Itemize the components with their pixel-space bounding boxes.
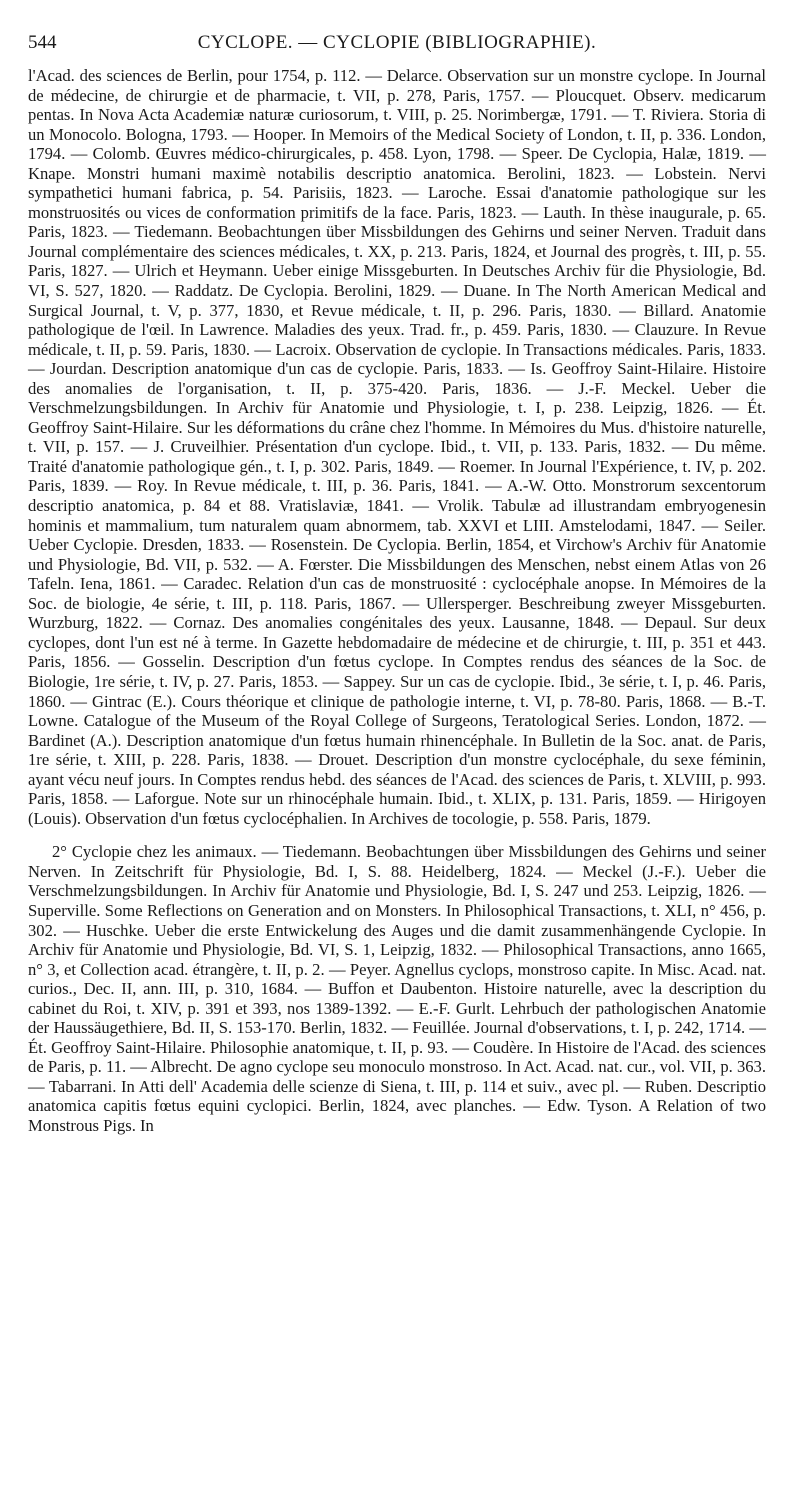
page-number: 544 (28, 32, 57, 53)
paragraph-gap (28, 828, 766, 842)
page-header (28, 30, 766, 60)
bibliography-paragraph-humans: l'Acad. des sciences de Berlin, pour 1754, p. 112. — Delarce. Observation sur un monstre cyclope. In Journal de médecine, de chirurgie et de pharmacie, t. VII, p. 278, Paris, 1757. — Ploucquet. Observ. medicarum pentas. In Nova Acta Academiæ naturæ curiosorum, t. VIII, p. 25. Norimbergæ, 1791. — T. Riviera. Storia di un Monocolo. Bologna, 1793. — Hooper. In Memoirs of the Medical Society of London, t. II, p. 336. London, 1794. — Colomb. Œuvres médico-chirurgicales, p. 458. Lyon, 1798. — Speer. De Cyclopia, Halæ, 1819. — Knape. Monstri humani maximè notabilis descriptio anatomica. Berolini, 1823. — Lobstein. Nervi sympathetici humani fabrica, p. 54. Parisiis, 1823. — Laroche. Essai d'anatomie pathologique sur les monstruosités ou vices de conformation primitifs de la face. Paris, 1823. — Lauth. In thèse inaugurale, p. 65. Paris, 1823. — Tiedemann. Beobachtungen über Missbildungen des Gehirns und seiner Nerven. Traduit dans Journal complémentaire des sciences médicales, t. XX, p. 213. Paris, 1824, et Journal des progrès, t. III, p. 55. Paris, 1827. — Ulrich et Heymann. Ueber einige Missgeburten. In Deutsches Archiv für die Physiologie, Bd. VI, S. 527, 1820. — Raddatz. De Cyclopia. Berolini, 1829. — Duane. In The North American Medical and Surgical Journal, t. V, p. 377, 1830, et Revue médicale, t. II, p. 296. Paris, 1830. — Billard. Anatomie pathologique de l'œil. In Lawrence. Maladies des yeux. Trad. fr., p. 459. Paris, 1830. — Clauzure. In Revue médicale, t. II, p. 59. Paris, 1830. — Lacroix. Observation de cyclopie. In Transactions médicales. Paris, 1833. — Jourdan. Description anatomique d'un cas de cyclopie. Paris, 1833. — Is. Geoffroy Saint-Hilaire. Histoire des anomalies de l'organisation, t. II, p. 375-420. Paris, 1836. — J.-F. Meckel. Ueber die Verschmelzungsbildungen. In Archiv für Anatomie und Physiologie, t. I, p. 238. Leipzig, 1826. — Ét. Geoffroy Saint-Hilaire. Sur les déformations du crâne chez l'homme. In Mémoires du Mus. d'histoire naturelle, t. VII, p. 157. — J. Cruveilhier. Présentation d'un cyclope. Ibid., t. VII, p. 133. Paris, 1832. — Du même. Traité d'anatomie pathologique gén., t. I, p. 302. Paris, 1849. — Roemer. In Journal l'Expérience, t. IV, p. 202. Paris, 1839. — Roy. In Revue médicale, t. III, p. 36. Paris, 1841. — A.-W. Otto. Monstrorum sexcentorum descriptio anatomica, p. 84 et 88. Vratislaviæ, 1841. — Vrolik. Tabulæ ad illustrandam embryogenesin hominis et mammalium, tum naturalem quam abnormem, tab. XXVI et LIII. Amstelodami, 1847. — Seiler. Ueber Cyclopie. Dresden, 1833. — Rosenstein. De Cyclopia. Berlin, 1854, et Virchow's Archiv für Anatomie und Physiologie, Bd. VII, p. 532. — A. Fœrster. Die Missbildungen des Menschen, nebst einem Atlas von 26 Tafeln. Iena, 1861. — Caradec. Relation d'un cas de monstruosité : cyclocéphale anopse. In Mémoires de la Soc. de biologie, 4e série, t. III, p. 118. Paris, 1867. — Ullersperger. Beschreibung zweyer Missgeburten. Wurzburg, 1822. — Cornaz. Des anomalies congénitales des yeux. Lausanne, 1848. — Depaul. Sur deux cyclopes, dont l'un est né à terme. In Gazette hebdomadaire de médecine et de chirurgie, t. III, p. 351 et 443. Paris, 1856. — Gosselin. Description d'un fœtus cyclope. In Comptes rendus des séances de la Soc. de Biologie, 1re série, t. IV, p. 27. Paris, 1853. — Sappey. Sur un cas de cyclopie. Ibid., 3e série, t. I, p. 46. Paris, 1860. — Gintrac (E.). Cours théorique et clinique de pathologie interne, t. VI, p. 78-80. Paris, 1868. — B.-T. Lowne. Catalogue of the Museum of the Royal College of Surgeons, Teratological Series. London, 1872. — Bardinet (A.). Description anatomique d'un fœtus humain rhinencéphale. In Bulletin de la Soc. anat. de Paris, 1re série, t. XIII, p. 228. Paris, 1838. — Drouet. Description d'un monstre cyclocéphale, du sexe féminin, ayant vécu neuf jours. In Comptes rendus hebd. des séances de l'Acad. des sciences de Paris, t. XLVIII, p. 993. Paris, 1858. — Laforgue. Note sur un rhinocéphale humain. Ibid., t. XLIX, p. 131. Paris, 1859. — Hirigoyen (Louis). Observation d'un fœtus cyclocéphalien. In Archives de tocologie, p. 558. Paris, 1879. (28, 66, 766, 828)
running-head: CYCLOPE. — CYCLOPIE (BIBLIOGRAPHIE). (197, 32, 597, 53)
page (28, 30, 766, 1136)
bibliography-text (28, 66, 766, 1136)
bibliography-paragraph-animals: 2° Cyclopie chez les animaux. — Tiedemann. Beobachtungen über Missbildungen des Gehirns und seiner Nerven. In Zeitschrift für Physiologie, Bd. I, S. 88. Heidelberg, 1824. — Meckel (J.-F.). Ueber die Verschmelzungsbildungen. In Archiv für Anatomie und Physiologie, Bd. I, S. 247 und 253. Leipzig, 1826. — Superville. Some Reflections on Generation and on Monsters. In Philosophical Transactions, t. XLI, n° 456, p. 302. — Huschke. Ueber die erste Entwickelung des Auges und die damit zusammenhängende Cyclopie. In Archiv für Anatomie und Physiologie, Bd. VI, S. 1, Leipzig, 1832. — Philosophical Transactions, anno 1665, n° 3, et Collection acad. étrangère, t. II, p. 2. — Peyer. Agnellus cyclops, monstroso capite. In Misc. Acad. nat. curios., Dec. II, ann. III, p. 310, 1684. — Buffon et Daubenton. Histoire naturelle, avec la description du cabinet du Roi, t. XIV, p. 391 et 393, nos 1389-1392. — E.-F. Gurlt. Lehrbuch der pathologischen Anatomie der Haussäugethiere, Bd. II, S. 153-170. Berlin, 1832. — Feuillée. Journal d'observations, t. I, p. 242, 1714. — Ét. Geoffroy Saint-Hilaire. Philosophie anatomique, t. II, p. 93. — Coudère. In Histoire de l'Acad. des sciences de Paris, p. 11. — Albrecht. De agno cyclope seu monoculo monstroso. In Act. Acad. nat. cur., vol. VII, p. 363. — Tabarrani. In Atti dell' Academia delle scienze di Siena, t. III, p. 114 et suiv., avec pl. — Ruben. Descriptio anatomica capitis fœtus equini cyclopici. Berlin, 1824, avec planches. — Edw. Tyson. A Relation of two Monstrous Pigs. In (28, 842, 766, 1135)
